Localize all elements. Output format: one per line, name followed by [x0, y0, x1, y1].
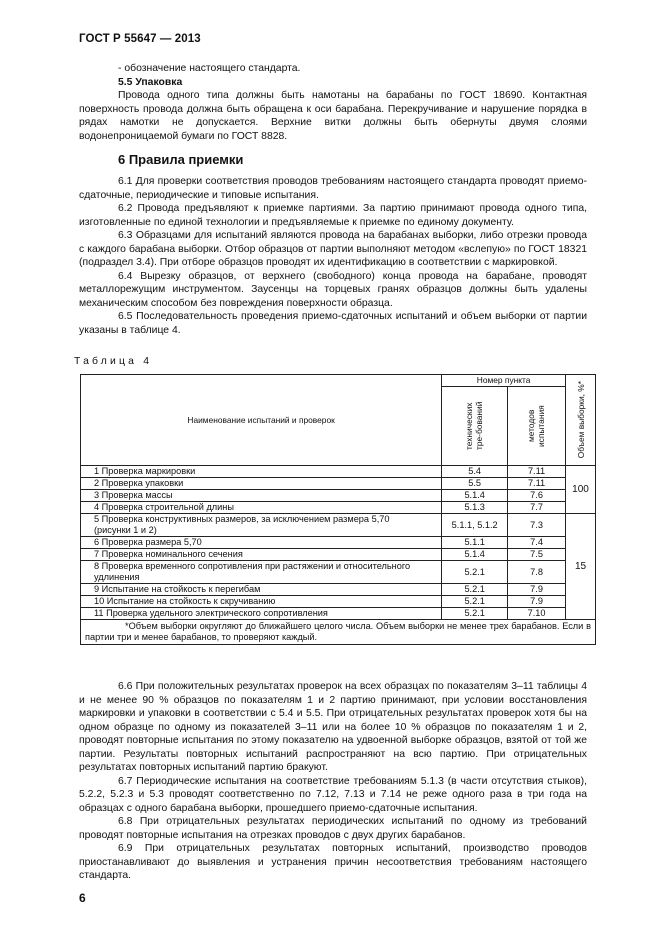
paragraph: Провода одного типа должны быть намотаны на барабаны по ГОСТ 18690. Контактная поверхность провода должна быть обращена к оси барабана. Перекручивание и нарушение порядка в рядах намотки не допускается. Верхние витки должны быть обернуты двумя слоями водонепроницаемой бумаги по ГОСТ 8828. [79, 90, 587, 142]
table-row: 8 Проверка временного сопротивления при растяжении и относительного удлинения 5.2.1 7.8 [81, 561, 596, 584]
paragraph: 6.9 При отрицательных результатах повторных испытаний, производство проводов приостанавливают до выявления и устранения причин несоответствия требованиям настоящего стандарта. [79, 843, 587, 881]
table-row: 4 Проверка строительной длины 5.1.3 7.7 [81, 502, 596, 514]
col-header-methods: методов испытания [508, 387, 566, 466]
col-header-volume: Объем выборки, %* [566, 375, 596, 466]
table-row: 9 Испытание на стойкость к перегибам 5.2.1 7.9 [81, 584, 596, 596]
table-4 [80, 374, 596, 645]
col-header-name: Наименование испытаний и проверок [81, 375, 442, 466]
table-row: 7 Проверка номинального сечения 5.1.4 7.5 [81, 549, 596, 561]
paragraph: 6.1 Для проверки соответствия проводов требованиям настоящего стандарта проводят приемо-сдаточные, периодические и типовые испытания. [79, 176, 587, 201]
table-row: 3 Проверка массы 5.1.4 7.6 [81, 490, 596, 502]
table-row: 11 Проверка удельного электрического сопротивления 5.2.1 7.10 [81, 608, 596, 620]
table-row: 10 Испытание на стойкость к скручиванию 5.2.1 7.9 [81, 596, 596, 608]
paragraph: 6.8 При отрицательных результатах периодических испытаний по одному из требований проводят повторные испытания на отрезках проводов с двух других барабанов. [79, 816, 587, 841]
section-title: 6 Правила приемки [118, 152, 244, 167]
text-block-5-5 [79, 62, 587, 143]
text-block-6 [79, 175, 587, 337]
col-header-number: Номер пункта [442, 375, 566, 387]
table-caption: Таблица 4 [74, 356, 153, 367]
volume-group-b: 15 [566, 514, 596, 620]
paragraph: 6.4 Вырезку образцов, от верхнего (свободного) конца провода на барабане, проводят металлорежущим инструментом. Заусенцы на торцевых гранях образцов должны быть удалены механическим способом без повреждения поверхности образца. [79, 270, 587, 309]
paragraph: 6.5 Последовательность проведения приемо-сдаточных испытаний и объем выборки от партии указаны в таблице 4. [79, 311, 587, 336]
table-footnote-row [81, 620, 596, 645]
page-header: ГОСТ Р 55647 — 2013 [79, 33, 201, 45]
subsection-heading: 5.5 Упаковка [118, 76, 183, 88]
paragraph: - обозначение настоящего стандарта. [118, 63, 301, 74]
table-row: 5 Проверка конструктивных размеров, за исключением размера 5,70 (рисунки 1 и 2) 5.1.1, 5.1.2 7.3 15 [81, 514, 596, 537]
table-footnote: *Объем выборки округляют до ближайшего целого числа. Объем выборки не менее трех барабанов. Если в партии три и менее барабанов, то проверяют каждый. [81, 620, 596, 645]
table-row: 6 Проверка размера 5,70 5.1.1 7.4 [81, 537, 596, 549]
col-header-requirements: технических тре-бований [442, 387, 508, 466]
table-row: 1 Проверка маркировки 5.4 7.11 100 [81, 466, 596, 478]
paragraph: 6.6 При положительных результатах проверок на всех образцах по показателям 3–11 таблицы 4 и не менее 90 % образцов по показателям 1 и 2 партию принимают, при условии восстановления маркировки и упаковки в соответствии с 5.4 и 5.5. При отрицательных результатах проверок хотя бы на одном образце по одному из показателей 3–11 или на более 10 % образцов по показателям 1 и 2, проводят повторные испытания по этому показателю на удвоенной выборке образцов, взятой от той же партии. Результаты повторных испытаний распространяют на всю партию. При отрицательных результатах повторных испытаний партию бракуют. [79, 681, 587, 773]
text-block-6-6 [79, 680, 587, 883]
paragraph: 6.2 Провода предъявляют к приемке партиями. За партию принимают провода одного типа, изготовленные по единой технологии и предъявляемые к приемке по единому документу. [79, 203, 587, 228]
volume-group-a: 100 [566, 466, 596, 514]
paragraph: 6.3 Образцами для испытаний являются провода на барабанах выборки, либо отрезки провода с каждого барабана выборки. Отбор образцов от партии выполняют методом «вслепую» по ГОСТ 18321 (подраздел 3.4). При отборе образцов проводят их идентификацию в соответствии с маркировкой. [79, 230, 587, 268]
paragraph: 6.7 Периодические испытания на соответствие требованиям 5.1.3 (в части отсутствия стыков), 5.2.2, 5.2.3 и 5.3 проводят соответственно по 7.12, 7.13 и 7.14 не реже одного раза в три года на образцах с одного барабана выборки, прошедшего приемо-сдаточные испытания. [79, 775, 587, 814]
page-number: 6 [79, 891, 86, 905]
table-row: 2 Проверка упаковки 5.5 7.11 [81, 478, 596, 490]
